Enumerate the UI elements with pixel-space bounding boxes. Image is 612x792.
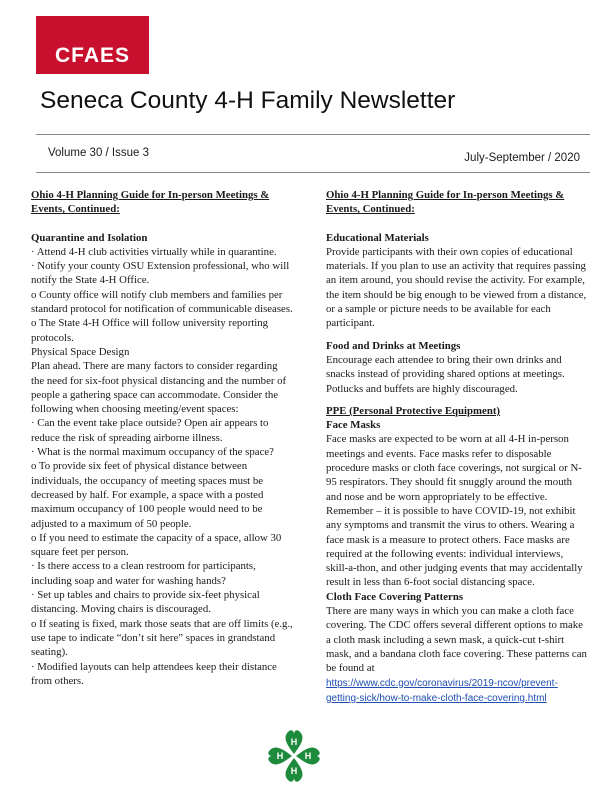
logo-text: CFAES (54, 44, 130, 67)
left-line: · Set up tables and chairs to provide six-feet physical distancing. Moving chairs is discouraged. (31, 589, 260, 616)
materials-text: Provide participants with their own copies of educational materials. If you plan to use an activity that requires passing an item around, you should revise the activity. For example, the item should be big enough to be viewed from a distance, or a sample or picture needs to be available for each participant. (326, 245, 587, 330)
left-line: · Can the event take place outside? Open air appears to reduce the risk of spreading airborne illness. (31, 417, 269, 444)
left-section-heading: Ohio 4-H Planning Guide for In-person Meetings & Events, Continued: (31, 189, 270, 216)
food-text: Encourage each attendee to bring their own drinks and snacks instead of providing shared options at meetings. Potlucks and buffets are highly discouraged. (326, 353, 565, 395)
svg-text:H: H (290, 766, 298, 776)
materials-heading: Educational Materials (326, 231, 429, 244)
left-line: · Notify your county OSU Extension professional, who will notify the State 4-H Office. (31, 260, 290, 287)
cdc-pattern-link[interactable]: https://www.cdc.gov/coronavirus/2019-ncov/prevent-getting-sick/how-to-make-cloth-face-covering.html (326, 677, 558, 704)
left-line: · Attend 4-H club activities virtually while in quarantine. (31, 245, 277, 258)
cfaes-logo (36, 16, 149, 74)
left-line: o To provide six feet of physical distance between individuals, the occupancy of meeting spaces must be decreased by half. For example, a space with a posted maximum occupancy of 100 people would need to be adjusted to a maximum of 50 people. (31, 460, 264, 530)
left-line: Plan ahead. There are many factors to consider regarding the need for six-foot physical distancing and the number of people a gathering space can accommodate. Consider the following when choosing meeting/event spaces: (31, 360, 287, 416)
left-line: · What is the normal maximum occupancy of the space? (31, 446, 274, 459)
masks-heading: Face Masks (326, 419, 381, 432)
left-line: o The State 4-H Office will follow university reporting protocols. (31, 317, 269, 344)
left-column (31, 188, 293, 688)
left-line: · Is there access to a clean restroom for participants, including soap and water for washing hands? (31, 560, 256, 587)
svg-text:H: H (304, 751, 312, 761)
header-rule-top (36, 134, 590, 135)
left-line: · Modified layouts can help attendees keep their distance from others. (31, 660, 277, 687)
right-section-heading: Ohio 4-H Planning Guide for In-person Meetings & Events, Continued: (326, 189, 565, 216)
left-line: o If seating is fixed, mark those seats that are off limits (e.g., use tape to indicate “don’t sit here” spaces in grandstand seating). (31, 617, 293, 659)
right-column (326, 188, 588, 706)
svg-text:H: H (290, 737, 298, 747)
food-heading: Food and Drinks at Meetings (326, 339, 461, 352)
volume-issue: Volume 30 / Issue 3 (48, 147, 150, 159)
four-h-clover-icon (262, 724, 326, 788)
cloth-heading: Cloth Face Covering Patterns (326, 590, 464, 603)
masks-text-1: Face masks are expected to be worn at all 4-H in-person meetings and events. Face masks refer to disposable procedure masks or cloth face coverings, not surgical or N-95 respirators. They should fit snuggly around the mouth and nose and be worn appropriately to be effective. (326, 433, 582, 503)
header-rule-bottom (36, 172, 590, 173)
left-line: Physical Space Design (31, 345, 130, 358)
quarantine-heading: Quarantine and Isolation (31, 231, 148, 244)
cloth-text: There are many ways in which you can make a cloth face covering. The CDC offers several different options to make a cloth mask including a sewn mask, a quick-cut t-shirt mask, and a bandana cloth face covering. These patterns can be found at (326, 605, 587, 675)
issue-date: July-September / 2020 (464, 152, 580, 164)
masks-text-2: Remember – it is possible to have COVID-19, not exhibit any symptoms and transmit the virus to others. Wearing a face mask is a measure to protect others. Face masks are required at the following events: individual interviews, skill-a-thon, and other judging events that may accidentally result in less than 6-foot social distancing space. (326, 504, 583, 589)
svg-text:H: H (276, 751, 284, 761)
ppe-heading: PPE (Personal Protective Equipment) (326, 404, 501, 417)
left-line: o County office will notify club members and families per standard protocol for notification of communicable diseases. (31, 288, 293, 316)
left-line: o If you need to estimate the capacity of a space, allow 30 square feet per person. (31, 531, 282, 559)
newsletter-title: Seneca County 4-H Family Newsletter (40, 87, 456, 114)
